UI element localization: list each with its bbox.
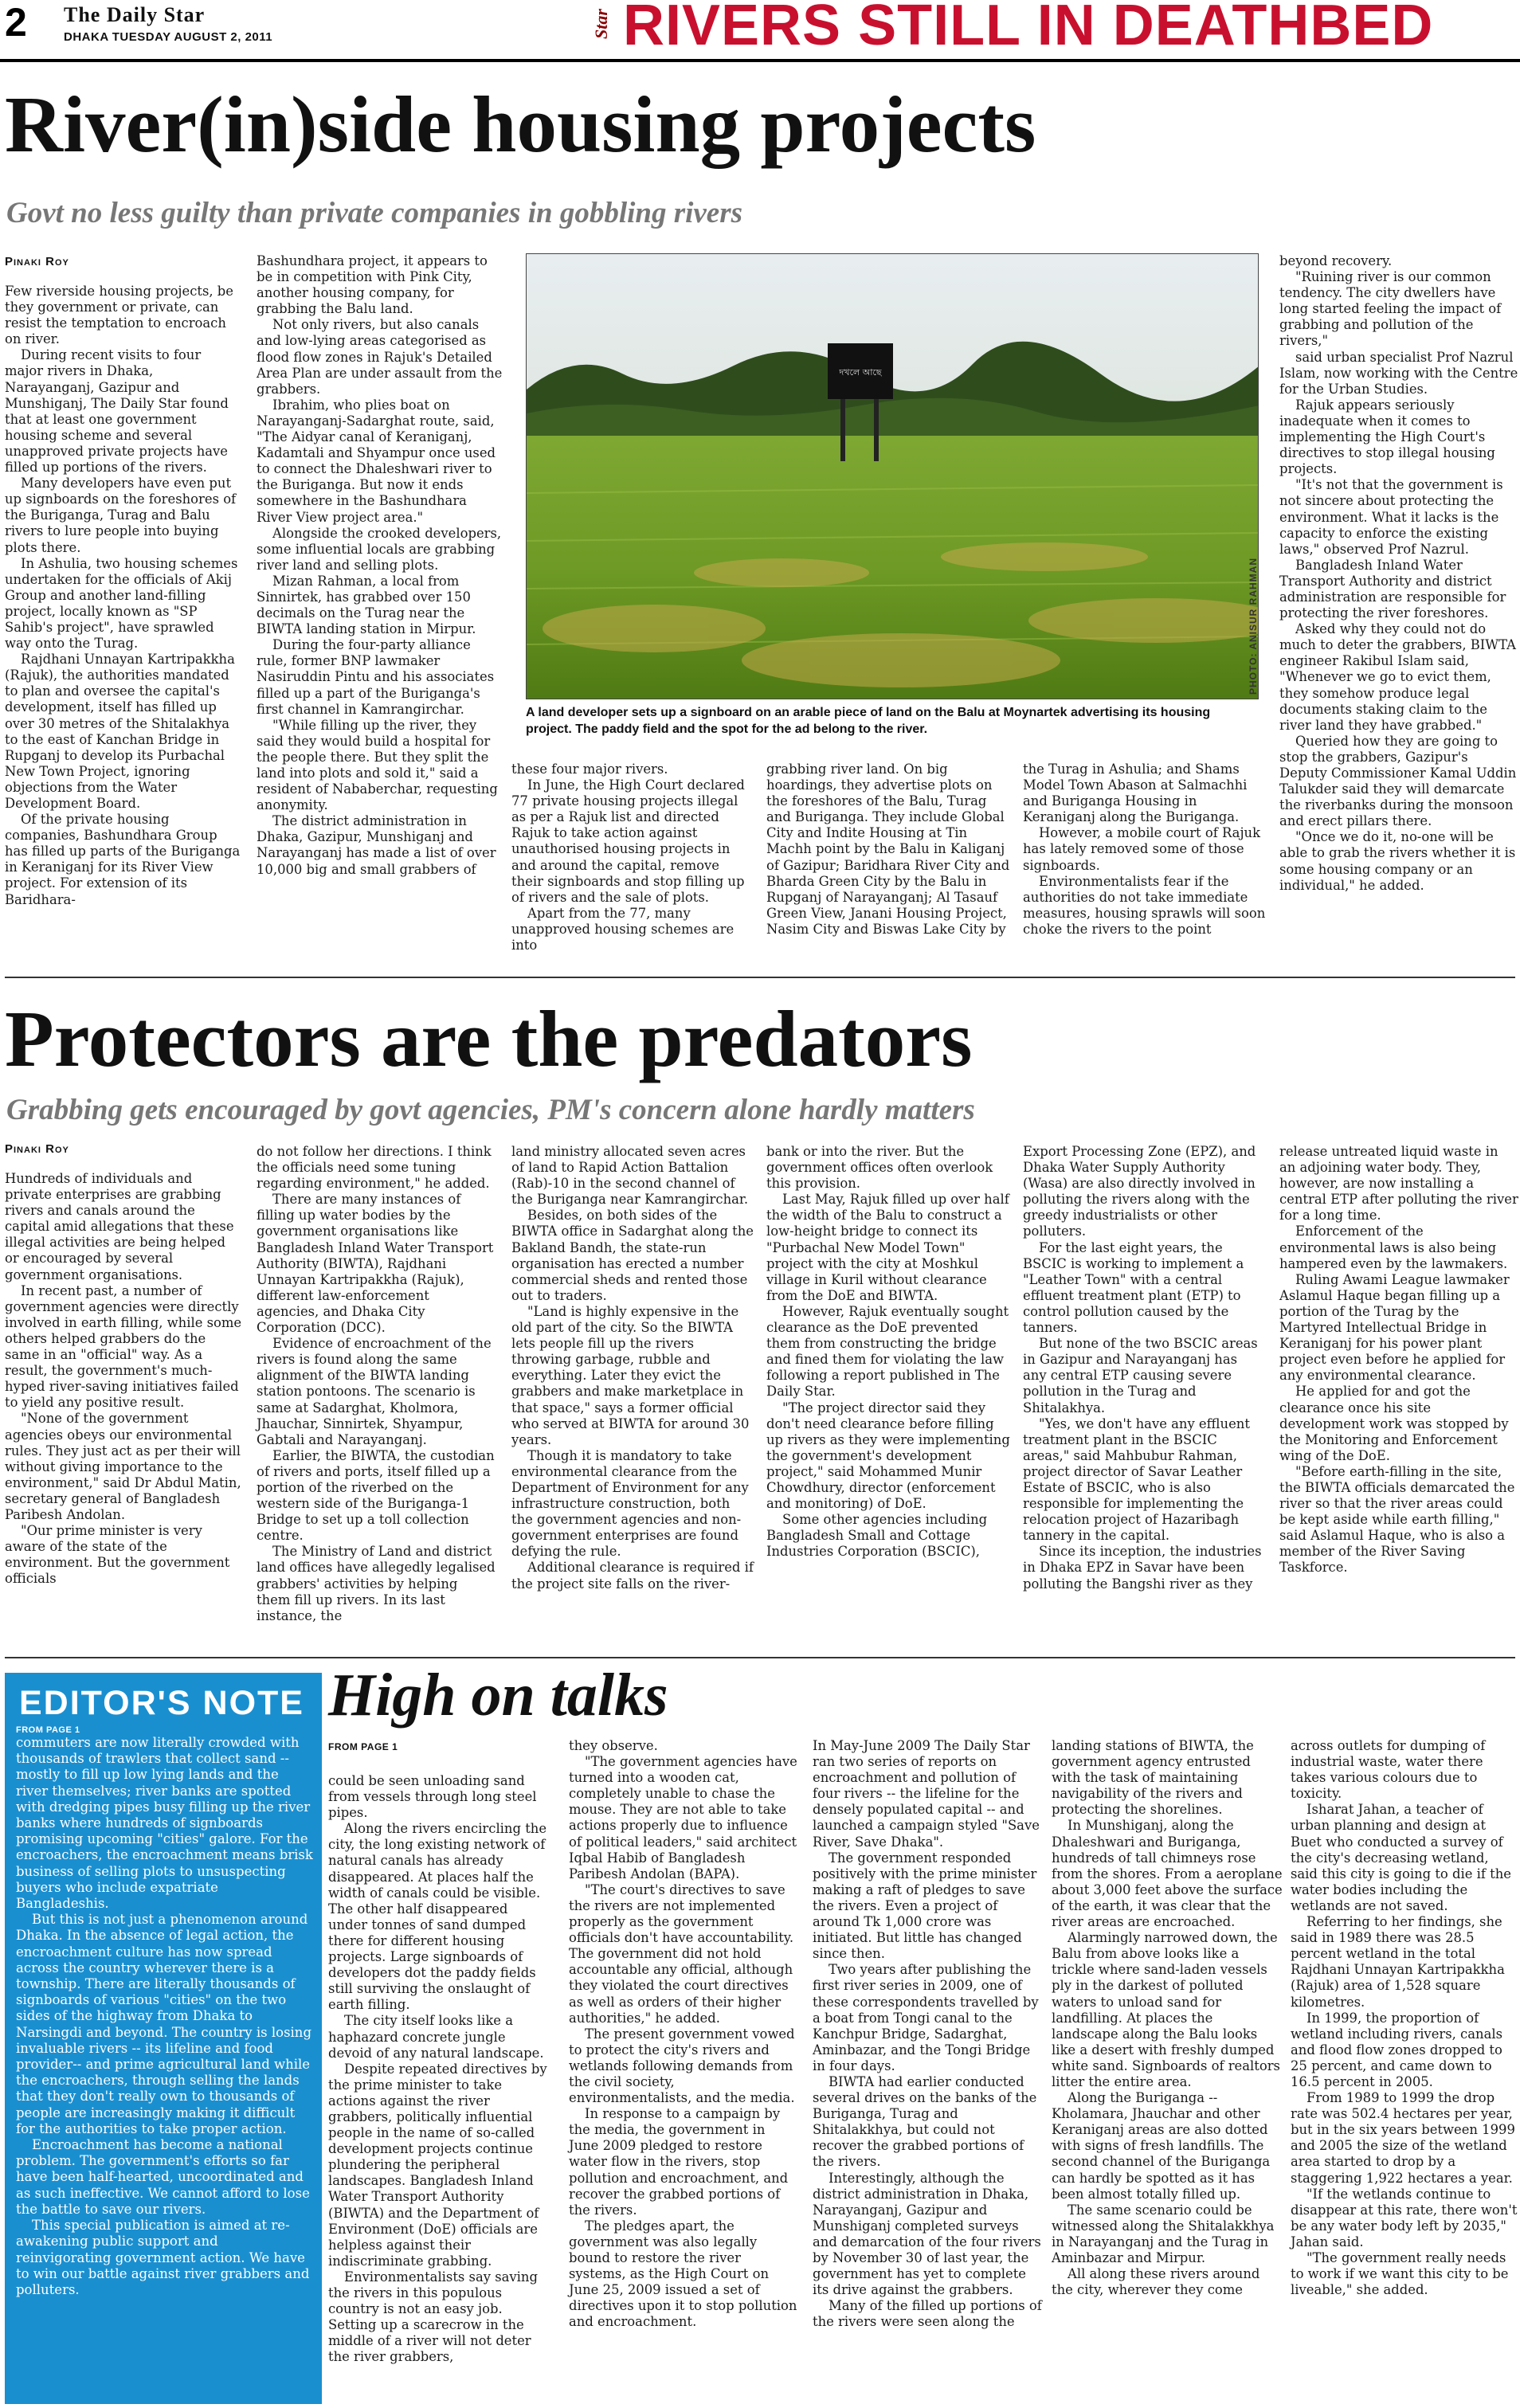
story1-column-2 xyxy=(257,253,505,961)
paragraph: Evidence of encroachment of the rivers is found along the same alignment of the BIWTA landing station pontoons. The scenario is same at Sadarghat, Kholmora, Jhauchar, Sinnirtek, Shyampur, Gabtali and Narayanganj. xyxy=(257,1336,492,1447)
paragraph: Along the Buriganga -- Kholamara, Jhauchar and other Keraniganj areas are also dotted with signs of fresh landfills. The second channel of the Buriganga can hardly be spotted as it has been almost totally filled up. xyxy=(1052,2090,1271,2202)
paragraph: "The government agencies have turned into a wooden cat, completely unable to chase the mouse. They are not able to take actions properly due to influence of political leaders," said architect Iqbal Habib of Bangladesh Paribesh Andolan (BAPA). xyxy=(569,1754,797,1881)
paragraph: land ministry allocated seven acres of land to Rapid Action Battalion (Rab)-10 in the second channel of the Buriganga near Kamrangirchar. xyxy=(511,1144,749,1208)
paragraph: Besides, on both sides of the BIWTA office in Sadarghat along the Bakland Bandh, the state-run organisation has erected a number commercial sheds and rented those out to traders. xyxy=(511,1208,754,1303)
paragraph: Despite repeated directives by the prime minister to take actions against the river grabbers, politically influential people in the name of so-called development projects continue plundering the peripheral landscapes. Bangladesh Inland Water Transport Authority (BIWTA) and the Department of Environment (DoE) officials are helpless against their indiscriminate grabbing. xyxy=(328,2061,547,2269)
paragraph: "Our prime minister is very aware of the state of the environment. But the government officials xyxy=(5,1523,230,1587)
masthead-rule xyxy=(0,59,1520,62)
paragraph: Bashundhara project, it appears to be in competition with Pink City, another housing company, for grabbing the Balu land. xyxy=(257,253,488,317)
photo-credit: PHOTO: ANISUR RAHMAN xyxy=(1248,558,1259,695)
paragraph: There are many instances of filling up water bodies by the government organisations like Bangladesh Inland Water Transport Authority (BIWTA), Rajdhani Unnayan Kartripakkha (Rajuk), different law-enforcement agencies, and Dhaka City Corporation (DCC). xyxy=(257,1192,494,1336)
star-logo-mark: Star xyxy=(591,9,611,39)
paragraph: Alarmingly narrowed down, the Balu from above looks like a trickle where sand-laden vessels ply in the darkest of polluted waters to unload sand for landfilling. At places the landscape along the Balu looks like a desert with freshly dumped white sand. Signboards of realtors litter the entire area. xyxy=(1052,1930,1280,2089)
story2-column-3 xyxy=(511,1144,754,1641)
editors-note-title: EDITOR'S NOTE xyxy=(19,1684,304,1722)
paragraph: Earlier, the BIWTA, the custodian of rivers and ports, itself filled up a portion of the riverbed on the western side of the Buriganga-1 Bridge to set up a toll collection centre. xyxy=(257,1447,495,1544)
paragraph: In June, the High Court declared 77 private housing projects illegal as per a Rajuk list and directed Rajuk to take action against unauthorised housing projects in and around the capital, remove their signboards and stop filling up of rivers and the sale of plots. xyxy=(511,777,745,905)
paragraph: BIWTA had earlier conducted several drives on the banks of the Buriganga, Turag and Shitalakkhya, but could not recover the grabbed portions of the rivers. xyxy=(813,2073,1037,2170)
paragraph: The pledges apart, the government was also legally bound to restore the river systems, as the High Court on June 25, 2009 issued a set of directives upon it to stop pollution and encroachment. xyxy=(569,2218,797,2330)
paragraph: Many of the filled up portions of the rivers were seen along the xyxy=(813,2298,1042,2330)
paddy-field-photo xyxy=(526,253,1259,699)
paragraph: "Ruining river is our common tendency. The city dwellers have long started feeling the impact of grabbing and pollution of the rivers," xyxy=(1279,269,1502,349)
paragraph: The present government vowed to protect the city's rivers and wetlands following demands from the civil society, environmentalists, and the media. xyxy=(569,2026,795,2106)
paragraph: grabbing river land. On big hoardings, they advertise plots on the foreshores of the Balu, Turag and Buriganga. They include Global City and Indite Housing at Tin Machh point by the Balu in Kaliganj of Gazipur; Baridhara River City and Bharda Green City by the Balu in Rupganj of Narayanganj; Al Tasauf Green View, Janani Housing Project, Nasim City and Biswas Lake City by xyxy=(766,762,1010,937)
paragraph: Two years after publishing the first river series in 2009, one of these correspondents travelled by a boat from Tongi canal to the Kanchpur Bridge, Sadarghat, Aminbazar, and the Tongi Bridge in four days. xyxy=(813,1962,1039,2073)
paragraph: could be seen unloading sand from vessels through long steel pipes. xyxy=(328,1773,537,1821)
story1-column-4 xyxy=(766,762,1010,961)
story1-column-1 xyxy=(5,284,242,961)
paragraph: Few riverside housing projects, be they government or private, can resist the temptation to encroach on river. xyxy=(5,284,234,347)
paragraph: The district administration in Dhaka, Gazipur, Munshiganj and Narayanganj has made a list of over 10,000 big and small grabbers of xyxy=(257,813,496,877)
paragraph: In 1999, the proportion of wetland including rivers, canals and flood flow zones dropped to 25 percent, and came down to 16.5 percent in 2005. xyxy=(1291,2010,1502,2089)
paragraph: "The government really needs to work if we want this city to be liveable," she added. xyxy=(1291,2250,1509,2298)
paragraph: In May-June 2009 The Daily Star ran two series of reports on encroachment and pollution of four rivers -- the lifeline for the densely populated capital -- and launched a campaign styled "Save River, Save Dhaka". xyxy=(813,1738,1040,1850)
story3-column-3 xyxy=(813,1738,1044,2406)
paragraph: Environmentalists say saving the rivers in this populous country is not an easy job. Setting up a scarecrow in the middle of a river will not deter the river grabbers, xyxy=(328,2269,538,2365)
paragraph: these four major rivers. xyxy=(511,762,668,777)
paragraph: Alongside the crooked developers, some influential locals are grabbing river land and selling plots. xyxy=(257,525,502,573)
paragraph: Along the rivers encircling the city, the long existing network of natural canals has already disappeared. At places half the width of canals could be visible. The other half disappeared under tonnes of sand dumped there for different housing projects. Large signboards of developers dot the paddy fields still surviving the onslaught of earth filling. xyxy=(328,1821,547,2013)
paragraph: During recent visits to four major rivers in Dhaka, Narayanganj, Gazipur and Munshiganj, The Daily Star found that at least one government housing scheme and several unapproved private projects have filled up portions of the rivers. xyxy=(5,347,229,476)
paragraph: Rajuk appears seriously inadequate when it comes to implementing the High Court's directives to stop illegal housing projects. xyxy=(1279,397,1495,477)
paragraph: For the last eight years, the BSCIC is working to implement a "Leather Town" with a central effluent treatment plant (ETP) to control pollution caused by the tanners. xyxy=(1023,1239,1244,1336)
paragraph: Rajdhani Unnayan Kartripakkha (Rajuk), the authorities mandated to plan and oversee the capital's development, itself has filled up over 30 metres of the Shitalakhya to the east of Kanchan Bridge in Rupganj to develop its Purbachal New Town Project, ignoring objections from the Water Development Board. xyxy=(5,652,235,811)
paragraph: Hundreds of individuals and private enterprises are grabbing rivers and canals around the capital amid allegations that these illegal activities are being helped or encouraged by several government organisations. xyxy=(5,1171,234,1282)
paragraph: Mizan Rahman, a local from Sinnirtek, has grabbed over 150 decimals on the Turag near the BIWTA landing station in Mirpur. xyxy=(257,573,476,637)
paragraph: But this is not just a phenomenon around Dhaka. In the absence of legal action, the encroachment culture has now spread across the country wherever there is a township. There are literally thousands of signboards of various "cities" on the two sides of the highway from Dhaka to Narsingdi and beyond. The country is losing invaluable rivers -- its lifeline and food provider-- and prime agricultural land while the encroachers, through selling the lands that they don't really own to thousands of people are increasingly making it difficult for the authorities to take proper action. xyxy=(16,1912,312,2136)
story3-column-2 xyxy=(569,1738,798,2406)
paragraph: "The project director said they don't need clearance before filling up rivers as they were implementing the government's development project," said Mohammed Munir Chowdhury, director (enforcement and monitoring) of DoE. xyxy=(766,1400,1010,1512)
paragraph: "The court's directives to save the rivers are not implemented properly as the government officials don't have accountability. The government did not hold accountable any official, although they violated the court directives as well as orders of their higher authorities," he added. xyxy=(569,1881,794,2026)
paragraph: Apart from the 77, many unapproved housing schemes are into xyxy=(511,905,735,953)
story3-headline: High on talks xyxy=(328,1662,668,1729)
paragraph: Bangladesh Inland Water Transport Authority and district administration are responsible for protecting the river foreshores. xyxy=(1279,557,1506,621)
paragraph: In Ashulia, two housing schemes undertaken for the officials of Akij Group and another land-filling project, locally known as "SP Sahib's project", have sprawled way onto the Turag. xyxy=(5,555,238,652)
paragraph: Many developers have even put up signboards on the foreshores of the Buriganga, Turag and Balu rivers to lure people into buying plots there. xyxy=(5,476,237,555)
story3-column-1 xyxy=(328,1773,550,2406)
story2-column-6 xyxy=(1279,1144,1518,1641)
story3-from: FROM PAGE 1 xyxy=(328,1741,398,1752)
story1-byline: Pinaki Roy xyxy=(5,255,69,268)
story-divider-1 xyxy=(5,977,1515,978)
story1-deck: Govt no less guilty than private companies in gobbling rivers xyxy=(6,197,743,229)
paragraph: Encroachment has become a national problem. The government's efforts so far have been half-hearted, uncoordinated and as such ineffective. We cannot afford to lose the battle to save our rivers. xyxy=(16,2137,310,2217)
newspaper-logo: The Daily Star xyxy=(64,3,206,26)
paragraph: Additional clearance is required if the project site falls on the river- xyxy=(511,1560,754,1592)
paragraph: Of the private housing companies, Bashundhara Group has filled up parts of the Buriganga in Keraniganj for its River View project. For extension of its Baridhara- xyxy=(5,812,241,907)
paragraph: Environmentalists fear if the authorities do not take immediate measures, housing sprawls will soon choke the rivers to the point xyxy=(1023,873,1266,937)
paragraph: across outlets for dumping of industrial waste, water there takes various colours due to toxicity. xyxy=(1291,1738,1486,1802)
paragraph: Queried how they are going to stop the grabbers, Gazipur's Deputy Commissioner Kamal Uddin Talukder said they will demarcate the riverbanks during the monsoon and erect pillars there. xyxy=(1279,733,1517,829)
paragraph: From 1989 to 1999 the drop rate was 502.4 hectares per year, but in the six years between 1999 and 2005 the size of the wetland area started to drop by a staggering 1,922 hectares a year. xyxy=(1291,2090,1515,2186)
dateline: DHAKA TUESDAY AUGUST 2, 2011 xyxy=(64,30,273,44)
story-divider-2 xyxy=(5,1657,1515,1658)
story2-column-5 xyxy=(1023,1144,1262,1641)
paragraph: In recent past, a number of government agencies were directly involved in earth filling, while some others helped grabbers do the same in an "official" way. As a result, the government's much-hyped river-saving initiatives failed to yield any positive result. xyxy=(5,1282,242,1411)
paragraph: "Before earth-filling in the site, the BIWTA officials demarcated the river so that the river areas could be kept aside while earth filling," said Aslamul Haque, who is also a member of the River Saving Taskforce. xyxy=(1279,1463,1515,1576)
paragraph: do not follow her directions. I think the officials need some tuning regarding environment," he added. xyxy=(257,1144,492,1192)
paragraph: "While filling up the river, they said they would build a hospital for the people there. But they split the land into plots and sold it," said a resident of Nababerchar, requesting anonymity. xyxy=(257,717,498,813)
paragraph: However, a mobile court of Rajuk has lately removed some of those signboards. xyxy=(1023,825,1261,873)
paragraph: Some other agencies including Bangladesh Small and Cottage Industries Corporation (BSCIC), xyxy=(766,1512,988,1560)
story2-byline: Pinaki Roy xyxy=(5,1142,69,1156)
section-title: RIVERS STILL IN DEATHBED xyxy=(623,0,1434,57)
paragraph: Isharat Jahan, a teacher of urban planning and design at Buet who conducted a survey of the city's decreasing wetland, said this city is going to die if the water bodies including the wetlands are not saved. xyxy=(1291,1802,1512,1913)
paragraph: "If the wetlands continue to disappear at this rate, there won't be any water body left by 2035," Jahan said. xyxy=(1291,2186,1518,2249)
editors-note-text xyxy=(16,1735,314,2298)
paragraph: However, Rajuk eventually sought clearance as the DoE prevented them from constructing the bridge and fined them for violating the law following a report published in The Daily Star. xyxy=(766,1303,1009,1400)
story2-deck: Grabbing gets encouraged by govt agencies, PM's concern alone hardly matters xyxy=(6,1094,975,1126)
photo-caption: A land developer sets up a signboard on an arable piece of land on the Balu at Moynartek advertising its housing project. The paddy field and the spot for the ad belong to the river. xyxy=(526,706,1211,736)
editors-note-from: FROM PAGE 1 xyxy=(16,1725,80,1735)
story1-headline: River(in)side housing projects xyxy=(5,80,1036,169)
paragraph: This special publication is aimed at re-awakening public support and reinvigorating government action. We have to win our battle against river grabbers and polluters. xyxy=(16,2218,310,2297)
paragraph: Referring to her findings, she said in 1989 there was 28.5 percent wetland in the total Rajdhani Unnayan Kartripakkha (Rajuk) area of 1,528 square kilometres. xyxy=(1291,1914,1505,2010)
paragraph: All along these rivers around the city, wherever they come xyxy=(1052,2266,1260,2298)
paragraph: Interestingly, although the district administration in Dhaka, Narayanganj, Gazipur and Munshiganj completed surveys and demarcation of the four rivers by November 30 of last year, the government has yet to complete its drive against the grabbers. xyxy=(813,2170,1041,2298)
story2-column-4 xyxy=(766,1144,1010,1641)
paragraph: Since its inception, the industries in Dhaka EPZ in Savar have been polluting the Bangshi river as they xyxy=(1023,1544,1262,1592)
story1-column-3 xyxy=(511,762,750,961)
paragraph: Ruling Awami League lawmaker Aslamul Haque began filling up a portion of the Turag by the Martyred Intellectual Bridge in Keraniganj for his power plant project even before he applied for any environmental clearance. xyxy=(1279,1271,1510,1384)
signboard-text: দখলে আছে xyxy=(839,367,882,378)
story3-column-4 xyxy=(1052,1738,1283,2406)
paragraph: The same scenario could be witnessed along the Shitalakkhya in Narayanganj and the Turag in Aminbazar and Mirpur. xyxy=(1052,2202,1275,2265)
paragraph: "None of the government agencies obeys our environmental rules. They just act as per their will without giving importance to the environment," said Dr Abdul Matin, secretary general of Bangladesh Paribesh Andolan. xyxy=(5,1411,241,1522)
paragraph: Last May, Rajuk filled up over half the width of the Balu to construct a low-height bridge to connect its "Purbachal New Model Town" project with the city at Moshkul village in Kuril without clearance from the DoE and BIWTA. xyxy=(766,1192,1009,1303)
paragraph: Asked why they could not do much to deter the grabbers, BIWTA engineer Rakibul Islam said, "Whenever we go to evict them, they somehow produce legal documents staking claim to the river land they have grabbed." xyxy=(1279,621,1516,733)
paragraph: He applied for and got the clearance once his site development work was stopped by the Monitoring and Enforcement wing of the DoE. xyxy=(1279,1384,1509,1463)
paragraph: bank or into the river. But the government offices often overlook this provision. xyxy=(766,1144,993,1192)
paragraph: "Land is highly expensive in the old part of the city. So the BIWTA lets people fill up the rivers throwing garbage, rubble and everything. Later they evict the grabbers and make marketplace in that space," says a former official who served at BIWTA for around 30 years. xyxy=(511,1303,750,1447)
story2-column-1 xyxy=(5,1171,242,1641)
paragraph: "Yes, we don't have any effluent treatment plant in the BSCIC areas," said Mahbubur Rahman, project director of Savar Leather Estate of BSCIC, who is also responsible for implementing the relocation project of Hazaribagh tannery in the capital. xyxy=(1023,1415,1250,1544)
paragraph: Enforcement of the environmental laws is also being hampered even by the lawmakers. xyxy=(1279,1224,1508,1271)
paragraph: beyond recovery. xyxy=(1279,253,1393,268)
paragraph: During the four-party alliance rule, former BNP lawmaker Nasiruddin Pintu and his associates filled up a part of the Buriganga's first channel in Kamrangirchar. xyxy=(257,637,495,717)
paragraph: The government responded positively with the prime minister making a raft of pledges to save the rivers. Even a project of around Tk 1,000 crore was initiated. But little has changed since then. xyxy=(813,1850,1037,1962)
paragraph: In response to a campaign by the media, the government in June 2009 pledged to restore water flow in the rivers, stop pollution and encroachment, and recover the grabbed portions of the rivers. xyxy=(569,2106,789,2218)
paddy-field-illustration xyxy=(527,254,1259,699)
paragraph: But none of the two BSCIC areas in Gazipur and Narayanganj has any central ETP causing severe pollution in the Turag and Shitalakhya. xyxy=(1023,1336,1258,1415)
paragraph: Not only rivers, but also canals and low-lying areas categorised as flood flow zones in Rajuk's Detailed Area Plan are under assault from the grabbers. xyxy=(257,317,503,397)
paragraph: they observe. xyxy=(569,1738,658,1753)
story2-column-2 xyxy=(257,1144,496,1641)
paragraph: landing stations of BIWTA, the government agency entrusted with the task of maintaining navigability of the rivers and protecting the shorelines. xyxy=(1052,1738,1254,1818)
paragraph: Though it is mandatory to take environmental clearance from the Department of Environment for any infrastructure construction, both the government agencies and non-government enterprises are found defying the rule. xyxy=(511,1447,749,1560)
paragraph: Export Processing Zone (EPZ), and Dhaka Water Supply Authority (Wasa) are also directly involved in polluting the rivers along with the greedy industrialists or other polluters. xyxy=(1023,1144,1256,1239)
paragraph: In Munshiganj, along the Dhaleshwari and Buriganga, hundreds of tall chimneys rose from the shores. From a aeroplane about 3,000 feet above the surface of the earth, it was clear that the river areas are encroached. xyxy=(1052,1818,1283,1930)
paragraph: the Turag in Ashulia; and Shams Model Town Abason at Salmachhi and Buriganga Housing in Keraniganj along the Buriganga. xyxy=(1023,762,1248,825)
paragraph: release untreated liquid waste in an adjoining water body. They, however, are now installing a central ETP after polluting the river for a long time. xyxy=(1279,1144,1518,1224)
story1-column-6 xyxy=(1279,253,1518,961)
paragraph: The city itself looks like a haphazard concrete jungle devoid of any natural landscape. xyxy=(328,2013,544,2061)
paragraph: "Once we do it, no-one will be able to grab the rivers whether it is some housing company or an individual," he added. xyxy=(1279,829,1516,893)
story3-column-5 xyxy=(1291,1738,1518,2406)
page-number: 2 xyxy=(5,0,27,45)
story1-column-5 xyxy=(1023,762,1270,961)
paragraph: Ibrahim, who plies boat on Narayanganj-Sadarghat route, said, "The Aidyar canal of Keraniganj, Kadamtali and Shyampur once used to connect the Dhaleshwari river to the Buriganga. But now it ends somewhere in the Bashundhara River View project area." xyxy=(257,397,496,525)
paragraph: The Ministry of Land and district land offices have allegedly legalised grabbers' activities by helping them fill up rivers. In its last instance, the xyxy=(257,1544,496,1623)
paragraph: said urban specialist Prof Nazrul Islam, now working with the Centre for the Urban Studies. xyxy=(1279,349,1518,397)
paragraph: "It's not that the government is not sincere about protecting the environment. What it lacks is the capacity to enforce the existing laws," observed Prof Nazrul. xyxy=(1279,477,1503,557)
story2-headline: Protectors are the predators xyxy=(5,994,973,1083)
paragraph: commuters are now literally crowded with thousands of trawlers that collect sand --mostly to fill up low lying lands and the river themselves; river banks are spotted with dredging pipes busy filling up the river banks where hundreds of signboards promising upcoming "cities" galore. For the encroachers, the encroachment means brisk business of selling plots to unsuspecting buyers who include expatriate Bangladeshis. xyxy=(16,1735,313,1912)
